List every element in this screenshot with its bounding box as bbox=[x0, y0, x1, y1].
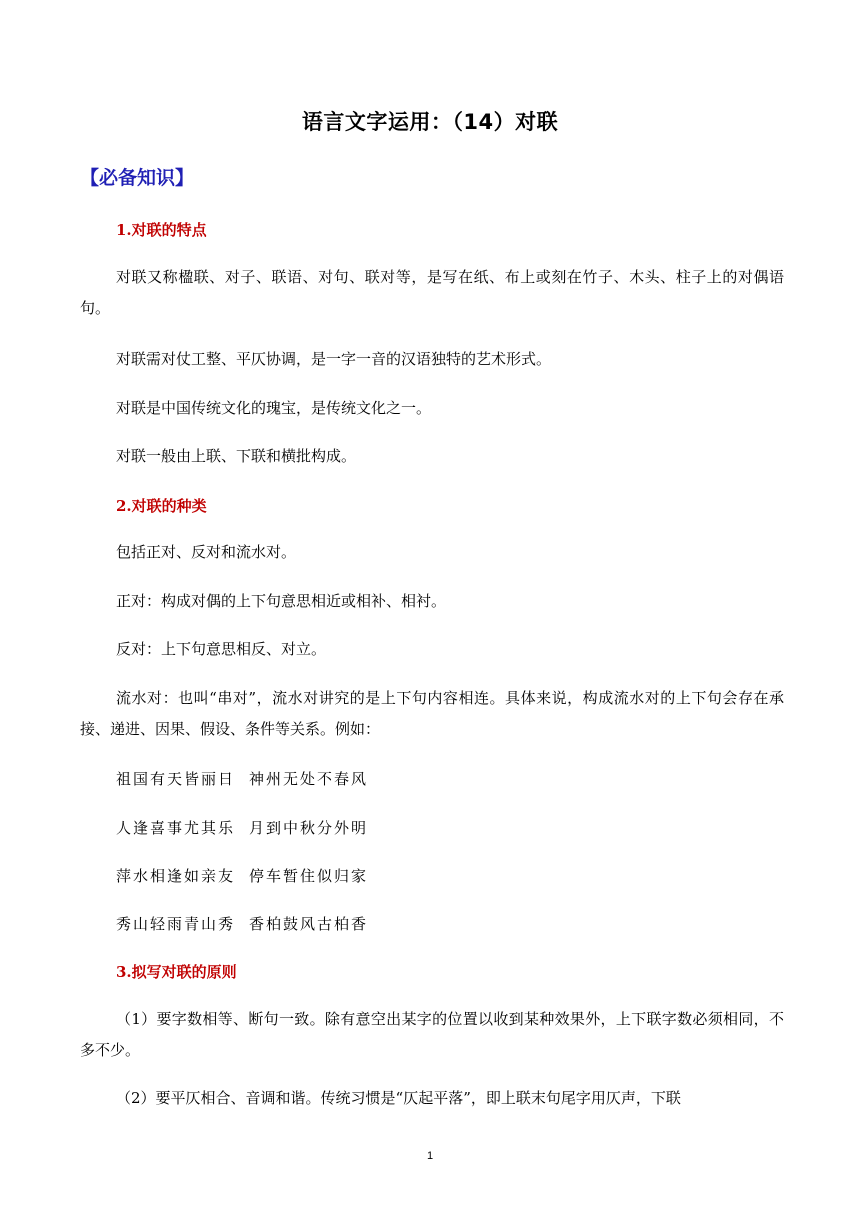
couplet-example bbox=[116, 865, 368, 886]
section-label: 【必备知识】 bbox=[80, 167, 195, 189]
paragraph-fandui: 反对：上下句意思相反、对立。 bbox=[116, 640, 327, 658]
couplet-first-line: 祖国有天皆丽日 bbox=[116, 770, 236, 788]
couplet-second-line: 香柏鼓风古柏香 bbox=[249, 915, 369, 933]
paragraph-treasure: 对联是中国传统文化的瑰宝，是传统文化之一。 bbox=[116, 399, 432, 417]
couplet-example bbox=[116, 768, 368, 789]
paragraph-liushuidui: 流水对：也叫“串对”，流水对讲究的是上下句内容相连。具体来说，构成流水对的上下句会存在承接、递进、因果、假设、条件等关系。例如： bbox=[80, 689, 784, 738]
couplet-first-line: 秀山轻雨青山秀 bbox=[116, 915, 236, 933]
heading-features: 1.对联的特点 bbox=[116, 221, 207, 239]
page-title: 语言文字运用：（14）对联 bbox=[301, 110, 559, 134]
paragraph-types: 包括正对、反对和流水对。 bbox=[116, 543, 297, 561]
heading-principles: 3.拟写对联的原则 bbox=[116, 963, 237, 981]
couplet-second-line: 停车暂住似归家 bbox=[249, 867, 369, 885]
paragraph-form: 对联需对仗工整、平仄协调，是一字一音的汉语独特的艺术形式。 bbox=[116, 350, 552, 368]
page-number: 1 bbox=[426, 1150, 434, 1162]
couplet-example bbox=[116, 817, 368, 838]
paragraph-structure: 对联一般由上联、下联和横批构成。 bbox=[116, 447, 357, 465]
paragraph-zhengdui: 正对：构成对偶的上下句意思相近或相补、相衬。 bbox=[116, 592, 447, 610]
couplet-second-line: 月到中秋分外明 bbox=[249, 819, 369, 837]
couplet-example bbox=[116, 913, 368, 934]
heading-types: 2.对联的种类 bbox=[116, 497, 207, 515]
paragraph-definition: 对联又称楹联、对子、联语、对句、联对等，是写在纸、布上或刻在竹子、木头、柱子上的对偶语句。 bbox=[80, 268, 784, 317]
couplet-first-line: 萍水相逢如亲友 bbox=[116, 867, 236, 885]
couplet-first-line: 人逢喜事尤其乐 bbox=[116, 819, 236, 837]
paragraph-principle-2: （2）要平仄相合、音调和谐。传统习惯是“仄起平落”，即上联末句尾字用仄声，下联 bbox=[116, 1089, 681, 1107]
couplet-second-line: 神州无处不春风 bbox=[249, 770, 369, 788]
paragraph-principle-1: （1）要字数相等、断句一致。除有意空出某字的位置以收到某种效果外，上下联字数必须相同，不多不少。 bbox=[80, 1010, 784, 1059]
